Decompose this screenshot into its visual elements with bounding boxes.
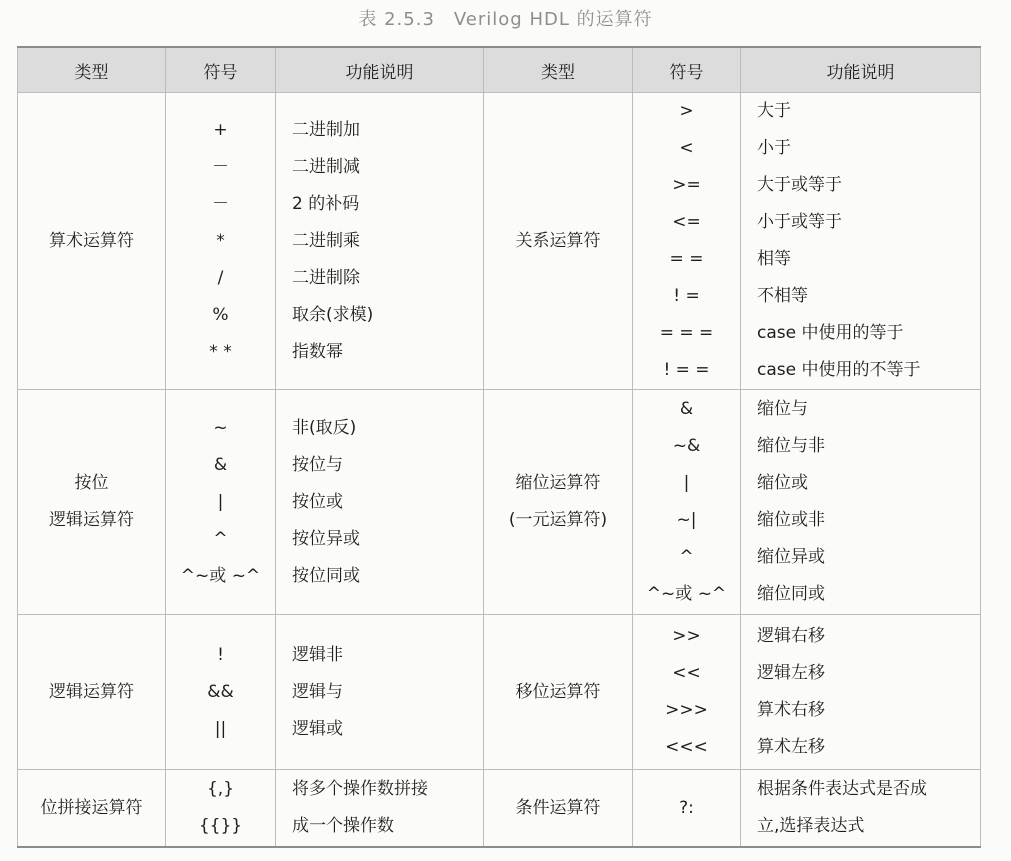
operator-description: 二进制减 bbox=[292, 156, 360, 177]
type-label: 逻辑运算符 bbox=[49, 510, 134, 530]
operator-symbol: = = bbox=[669, 249, 704, 269]
operator-symbol: ^~或 ~^ bbox=[646, 584, 727, 604]
operator-description: 算术左移 bbox=[757, 737, 825, 757]
operator-description: 逻辑左移 bbox=[757, 663, 825, 683]
header-symbol-right: 符号 bbox=[633, 47, 741, 93]
operator-symbol: ~ bbox=[213, 417, 228, 438]
header-desc-left: 功能说明 bbox=[276, 47, 484, 93]
operator-symbol: ^ bbox=[213, 528, 228, 549]
type-label: 移位运算符 bbox=[515, 681, 601, 702]
operator-symbol: < bbox=[679, 138, 694, 158]
symbol-cell bbox=[166, 770, 276, 848]
table-row bbox=[18, 390, 981, 615]
description-cell bbox=[276, 770, 484, 848]
type-cell bbox=[484, 93, 633, 390]
operator-description: 缩位或非 bbox=[757, 510, 825, 530]
operator-description: 按位与 bbox=[292, 454, 343, 475]
operator-symbol: ^~或 ~^ bbox=[180, 565, 261, 586]
operator-description: 成一个操作数 bbox=[292, 816, 394, 836]
type-label: 条件运算符 bbox=[515, 797, 601, 818]
symbol-cell bbox=[633, 390, 741, 615]
header-type-left: 类型 bbox=[18, 47, 166, 93]
type-label: 缩位运算符 bbox=[515, 473, 601, 493]
table-row bbox=[18, 615, 981, 770]
symbol-cell bbox=[633, 93, 741, 390]
operator-description: 缩位与非 bbox=[757, 436, 825, 456]
operator-symbol: {{}} bbox=[198, 816, 243, 836]
operator-symbol: ~| bbox=[676, 510, 697, 530]
operator-symbol: ^ bbox=[679, 547, 694, 567]
operator-description: 相等 bbox=[757, 249, 791, 269]
operator-symbol: >> bbox=[672, 626, 701, 646]
operator-description: 取余(求模) bbox=[292, 304, 374, 325]
symbol-cell bbox=[633, 770, 741, 848]
operator-symbol: － bbox=[212, 156, 229, 177]
operator-description: 按位同或 bbox=[292, 565, 360, 586]
operator-description: 二进制除 bbox=[292, 267, 360, 288]
type-cell bbox=[484, 615, 633, 770]
operator-description: 按位异或 bbox=[292, 528, 360, 549]
operator-description: 逻辑与 bbox=[292, 681, 343, 702]
header-type-right: 类型 bbox=[484, 47, 633, 93]
operator-description: 按位或 bbox=[292, 491, 343, 512]
operator-description: case 中使用的等于 bbox=[757, 323, 904, 343]
operator-symbol: > bbox=[679, 101, 694, 121]
table-row bbox=[18, 93, 981, 390]
table-caption: 表 2.5.3 Verilog HDL 的运算符 bbox=[358, 9, 653, 30]
operator-description: 二进制加 bbox=[292, 119, 360, 140]
operator-symbol: ! = = bbox=[663, 360, 710, 380]
operator-description: 缩位异或 bbox=[757, 547, 825, 567]
operator-description: 不相等 bbox=[757, 286, 808, 306]
description-cell bbox=[276, 615, 484, 770]
operator-symbol: & bbox=[679, 399, 694, 419]
operator-description: 缩位或 bbox=[757, 473, 808, 493]
description-cell bbox=[276, 93, 484, 390]
operator-symbol: * * bbox=[209, 341, 232, 362]
operator-symbol: >>> bbox=[665, 700, 708, 720]
description-cell bbox=[276, 390, 484, 615]
operator-symbol: － bbox=[212, 193, 229, 214]
operator-symbol: | bbox=[217, 491, 224, 512]
header-symbol-left: 符号 bbox=[166, 47, 276, 93]
type-label: (一元运算符) bbox=[508, 510, 608, 530]
operator-description: 2 的补码 bbox=[292, 193, 360, 214]
operator-description: 缩位与 bbox=[757, 399, 808, 419]
type-label: 按位 bbox=[74, 473, 109, 493]
operator-symbol: ~& bbox=[672, 436, 701, 456]
operator-description: 大于 bbox=[757, 101, 791, 121]
operator-description: case 中使用的不等于 bbox=[757, 360, 921, 380]
operator-symbol: % bbox=[212, 304, 229, 325]
operator-symbol: + bbox=[213, 119, 228, 140]
type-label: 算术运算符 bbox=[49, 230, 134, 251]
symbol-cell bbox=[166, 390, 276, 615]
type-cell bbox=[484, 770, 633, 848]
operator-description: 将多个操作数拼接 bbox=[292, 779, 428, 799]
operator-description: 指数幂 bbox=[292, 341, 343, 362]
type-cell bbox=[18, 390, 166, 615]
operator-symbol: ! bbox=[217, 644, 224, 665]
operator-description: 小于或等于 bbox=[757, 212, 842, 232]
description-cell bbox=[741, 770, 981, 848]
type-cell bbox=[18, 615, 166, 770]
operator-description: 大于或等于 bbox=[757, 175, 842, 195]
operator-description: 逻辑或 bbox=[292, 718, 343, 739]
operator-description: 二进制乘 bbox=[292, 230, 360, 251]
description-cell bbox=[741, 390, 981, 615]
operator-symbol: {,} bbox=[206, 779, 235, 799]
header-row bbox=[18, 47, 981, 93]
type-label: 位拼接运算符 bbox=[40, 797, 143, 818]
operator-table bbox=[17, 46, 981, 848]
type-label: 关系运算符 bbox=[515, 230, 601, 251]
operator-symbol: && bbox=[207, 681, 234, 702]
operator-symbol: ?: bbox=[679, 797, 694, 818]
operator-symbol: & bbox=[213, 454, 228, 475]
type-label: 逻辑运算符 bbox=[49, 681, 134, 702]
operator-description: 非(取反) bbox=[292, 417, 357, 438]
operator-symbol: >= bbox=[672, 175, 701, 195]
operator-symbol: ! = bbox=[673, 286, 700, 306]
operator-symbol: || bbox=[214, 718, 227, 739]
symbol-cell bbox=[166, 93, 276, 390]
operator-symbol: = = = bbox=[659, 323, 714, 343]
type-cell bbox=[18, 93, 166, 390]
description-cell bbox=[741, 615, 981, 770]
operator-description: 逻辑右移 bbox=[757, 626, 825, 646]
operator-symbol: * bbox=[216, 230, 225, 251]
symbol-cell bbox=[633, 615, 741, 770]
operator-description: 立,选择表达式 bbox=[757, 816, 865, 836]
symbol-cell bbox=[166, 615, 276, 770]
type-cell bbox=[18, 770, 166, 848]
operator-symbol: / bbox=[217, 267, 224, 288]
operator-description: 算术右移 bbox=[757, 700, 825, 720]
operator-symbol: << bbox=[672, 663, 701, 683]
header-desc-right: 功能说明 bbox=[741, 47, 981, 93]
operator-symbol: <= bbox=[672, 212, 701, 232]
operator-description: 根据条件表达式是否成 bbox=[757, 779, 927, 799]
type-cell bbox=[484, 390, 633, 615]
description-cell bbox=[741, 93, 981, 390]
operator-symbol: | bbox=[683, 473, 690, 493]
operator-description: 小于 bbox=[757, 138, 791, 158]
operator-description: 逻辑非 bbox=[292, 644, 343, 665]
table-row bbox=[18, 770, 981, 848]
operator-description: 缩位同或 bbox=[757, 584, 825, 604]
operator-symbol: <<< bbox=[665, 737, 708, 757]
